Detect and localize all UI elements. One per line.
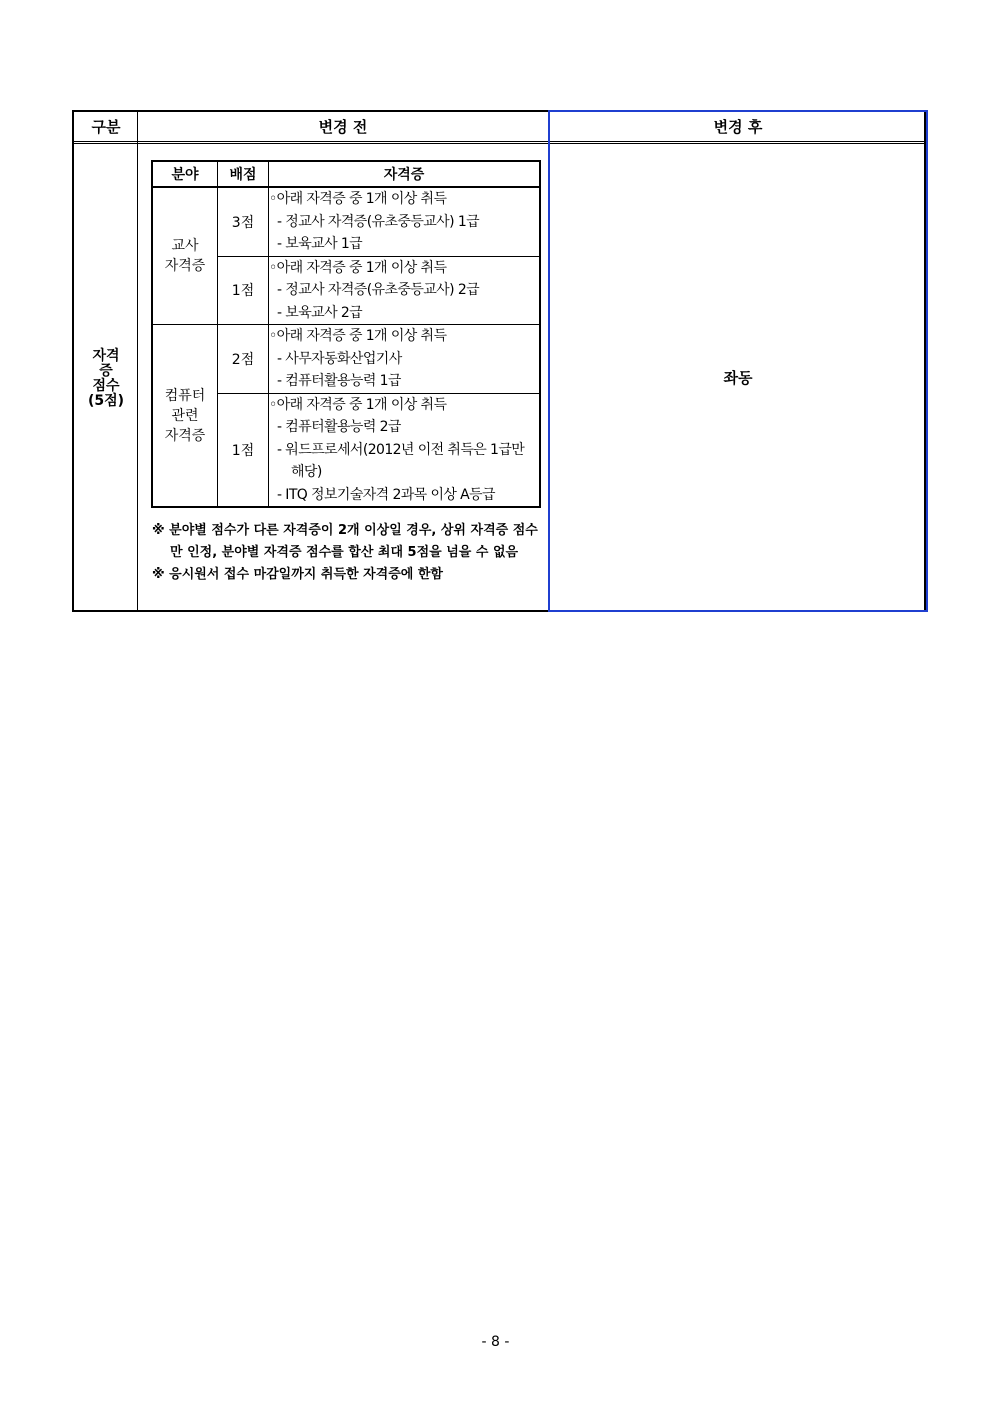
header-before: 변경 전	[138, 112, 548, 144]
note-text: ※ 분야별 점수가 다른 자격증이 2개 이상일 경우, 상위 자격증 점수만 인정, 분야별 자격증 점수를 합산 최대 5점을 넘을 수 없음	[152, 523, 538, 560]
row-label-line: 자격	[92, 348, 120, 364]
notes	[152, 520, 542, 586]
field-cell-computer	[152, 325, 218, 508]
points-cell: 2점	[218, 325, 269, 394]
page-number: - 8 -	[481, 1334, 510, 1350]
cert-lead: ◦아래 자격증 중 1개 이상 취득	[269, 191, 447, 207]
row-label	[74, 148, 138, 610]
certificate-cell	[269, 187, 541, 256]
field-cell-teacher	[152, 187, 218, 325]
row-label-line: 증	[99, 363, 113, 379]
cert-item: - 정교사 자격증(유초중등교사) 2급	[277, 282, 480, 298]
after-column	[548, 110, 928, 612]
cert-item: - ITQ 정보기술자격 2과목 이상 A등급	[277, 486, 495, 503]
field-line: 자격증	[164, 427, 206, 444]
comparison-table	[72, 110, 926, 612]
cert-item: - 보육교사 2급	[277, 304, 363, 321]
row-label-line: 점수	[92, 378, 120, 394]
inner-header-row	[152, 161, 540, 187]
cert-item: - 컴퓨터활용능력 1급	[277, 373, 401, 389]
cert-lead: ◦아래 자격증 중 1개 이상 취득	[269, 396, 447, 413]
header-category: 구분	[74, 112, 138, 144]
inner-header-certificate: 자격증	[269, 161, 541, 187]
certificate-cell	[269, 325, 541, 394]
cert-item: - 컴퓨터활용능력 2급	[277, 419, 401, 435]
cert-item-continued: 해당)	[291, 464, 322, 480]
field-line: 교사	[171, 238, 199, 254]
table-row	[152, 187, 540, 256]
cert-lead: ◦아래 자격증 중 1개 이상 취득	[269, 259, 447, 276]
cert-item: - 워드프로세서(2012년 이전 취득은 1급만	[277, 441, 525, 458]
cert-lead: ◦아래 자격증 중 1개 이상 취득	[269, 328, 447, 344]
cert-item: - 보육교사 1급	[277, 236, 363, 252]
inner-header-points: 배점	[218, 161, 269, 187]
note-text: ※ 응시원서 접수 마감일까지 취득한 자격증에 한함	[152, 567, 443, 582]
certificate-cell	[269, 256, 541, 325]
field-line: 관련	[171, 407, 199, 424]
inner-header-field: 분야	[152, 161, 218, 187]
cert-item: - 정교사 자격증(유초중등교사) 1급	[277, 213, 480, 230]
cert-item: - 사무자동화산업기사	[277, 350, 402, 367]
after-content: 좌동	[723, 368, 753, 387]
row-label-line: (5점)	[87, 393, 125, 409]
field-line: 자격증	[164, 258, 206, 274]
certificate-score-table	[151, 160, 541, 508]
points-cell: 3점	[218, 187, 269, 256]
points-cell: 1점	[218, 393, 269, 507]
header-after: 변경 후	[550, 112, 926, 144]
table-row	[152, 325, 540, 394]
field-line: 컴퓨터	[164, 387, 206, 404]
points-cell: 1점	[218, 256, 269, 325]
certificate-cell	[269, 393, 541, 507]
